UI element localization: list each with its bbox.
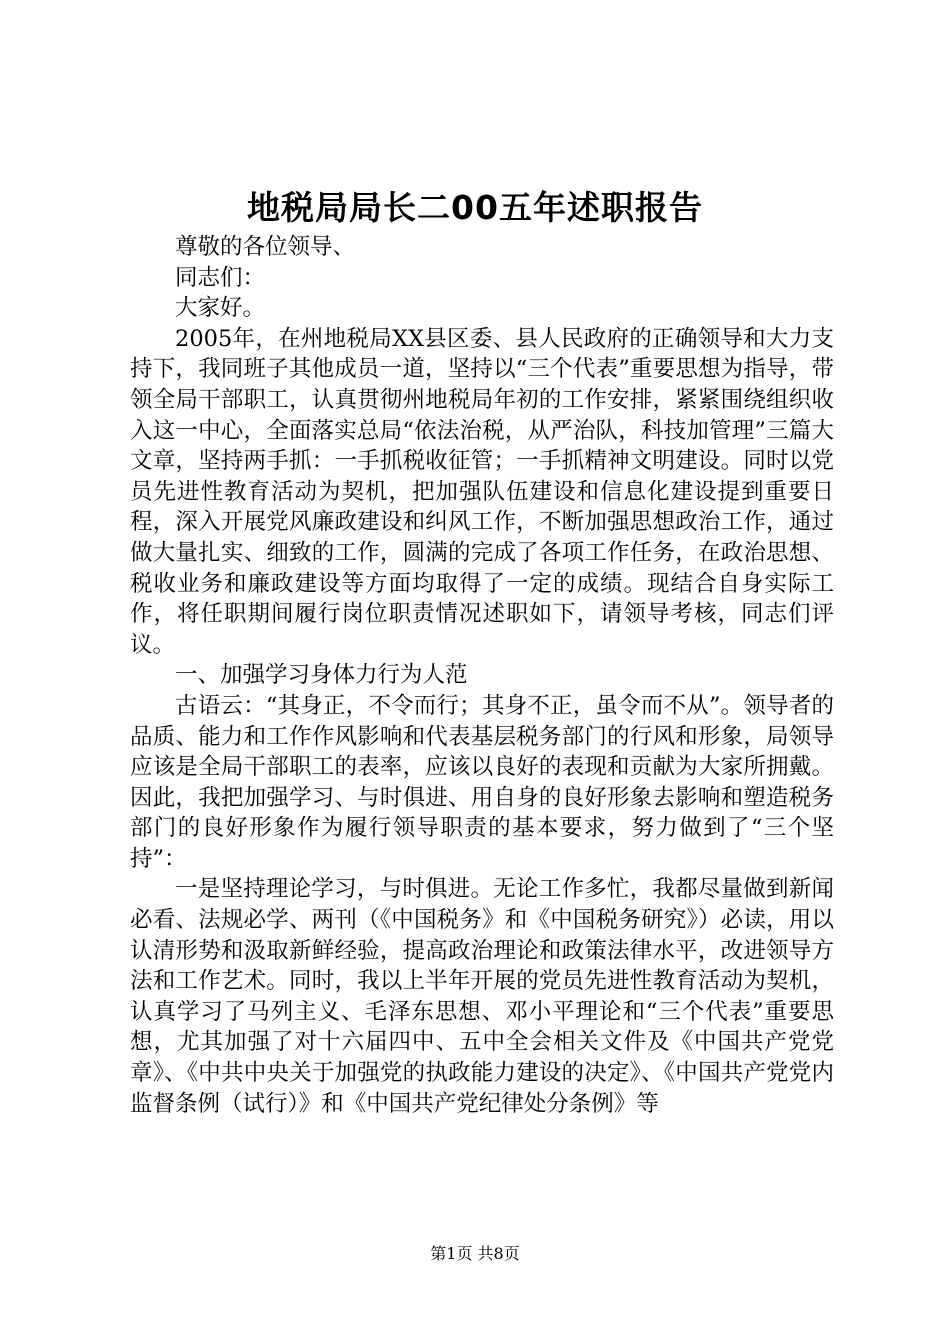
page-footer: [0, 1243, 950, 1265]
page-number: 第1页 共8页: [430, 1244, 520, 1263]
greeting-line: 大家好。: [175, 295, 266, 322]
document-body: [130, 232, 834, 1119]
salutation-line-1: 尊敬的各位领导、: [175, 234, 356, 260]
section-heading: 一、加强学习身体力行为人范: [175, 662, 468, 689]
intro-paragraph: 2005年，在州地税局XX县区委、县人民政府的正确领导和大力支持下，我同班子其他成员一道，坚持以“三个代表”重要思想为指导，带领全局干部职工，认真贯彻州地税局年初的工作安排，紧紧围绕组织收入这一中心，全面落实总局“依法治税，从严治队，科技加管理”三篇大文章，坚持两手抓：一手抓税收征管；一手抓精神文明建设。同时以党员先进性教育活动为契机，把加强队伍建设和信息化建设提到重要日程，深入开展党风廉政建设和纠风工作，不断加强思想政治工作，通过做大量扎实、细致的工作，圆满的完成了各项工作任务，在政治思想、税收业务和廉政建设等方面均取得了一定的成绩。现结合自身实际工作，将任职期间履行岗位职责情况述职如下，请领导考核，同志们评议。: [130, 325, 834, 658]
salutation-line-2: 同志们：: [175, 264, 266, 291]
document-title: 地税局局长二00五年述职报告: [247, 188, 703, 227]
body-paragraph: 古语云：“其身正，不令而行；其身不正，虽令而不从”。领导者的品质、能力和工作作风影响和代表基层税务部门的行风和形象，局领导应该是全局干部职工的表率，应该以良好的表现和贡献为大家所拥戴。因此，我把加强学习、与时俱进、用自身的良好形象去影响和塑造税务部门的良好形象作为履行领导职责的基本要求，努力做到了“三个坚持”：: [130, 692, 834, 872]
body-paragraph: 一是坚持理论学习，与时俱进。无论工作多忙，我都尽量做到新闻必看、法规必学、两刊（《中国税务》和《中国税务研究》）必读，用以认清形势和汲取新鲜经验，提高政治理论和政策法律水平，改进领导方法和工作艺术。同时，我以上半年开展的党员先进性教育活动为契机，认真学习了马列主义、毛泽东思想、邓小平理论和“三个代表”重要思想，尤其加强了对十六届四中、五中全会相关文件及《中国共产党党章》、《中共中央关于加强党的执政能力建设的决定》、《中国共产党党内监督条例（试行）》和《中国共产党纪律处分条例》等: [130, 876, 834, 1117]
